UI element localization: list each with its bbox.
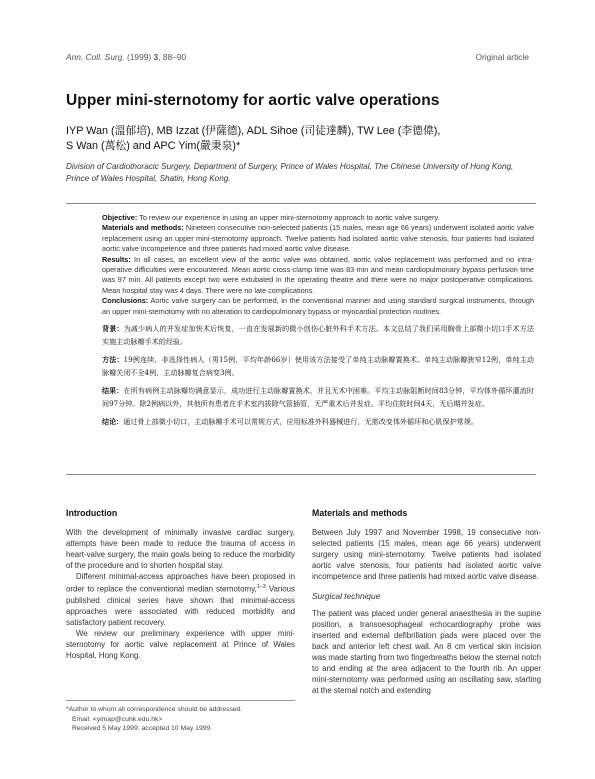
abstract-box <box>66 203 536 475</box>
cn-results-text: 在所有病例主动脉瓣均满意显示，成功进行主动脉瓣置换术，并且无术中困难。平均主动脉阻断时间83分钟，平均体外循环灌流时间97分钟。除2例病以外，其他所有患者在手术室内拔除气管插管，无严重术后并发症。平均住院时间4天，无后期并发症。 <box>102 386 534 408</box>
cn-conclusion <box>102 416 534 429</box>
citation-pages: , 88–90 <box>158 52 187 62</box>
abstract-methods-label: Materials and methods: <box>102 223 184 233</box>
abstract-conclusions-text: Aortic valve surgery can be performed, in the conventional manner and using standard surgical instruments, through an upper mini-sternotomy with no alteration to cardiopulmonary bypass or myocardial protection routines. <box>102 296 534 316</box>
citation-volume: 3 <box>153 52 159 62</box>
introduction-paragraph-1: With the development of minimally invasive cardiac surgery, attempts have been made to reduce the trauma of access in heart-valve surgery, the main goals being to reduce the morbidity of the procedure and to shorten hospital stay. <box>66 528 295 570</box>
abstract-methods <box>102 223 534 254</box>
introduction-paragraph-3: We review our preliminary experience with upper mini-sternotomy for aortic valve replacement at Prince of Wales Hospital, Hong Kong. <box>66 628 295 660</box>
surgical-technique-paragraph: The patient was placed under general anaesthesia in the supine position, a transoesophageal echocardiography probe was inserted and external defibrillation pads were placed over the back and anterior left chest wall. An 8 cm vertical skin incision was made starting from two fingerbreaths below the sternal notch to and ending at the area adjacent to the fourth rib. An upper mini-sternotomy was performed using an oscillating saw, starting at the sternal notch and extending <box>312 609 541 695</box>
footnote-received: Received 5 May 1999; accepted 10 May 1999. <box>72 725 213 732</box>
abstract-results-text: In all cases, an excellent view of the aortic valve was obtained, aortic valve replacement was performed and no intra-operative difficulties were encountered. Mean aortic cross-clamp time was 83 min and mean cardiopulmonary bypass perfusion time was 97 min. All patients except two were extubated in the operating theatre and there were no major postoperative complications. Mean hospital stay was 4 days. There were no late complications. <box>102 254 534 295</box>
running-head <box>66 52 529 62</box>
introduction-p2-text-b: Various published clinical series have shown that minimal-access approaches were associated with reduced morbidity and satisfactory patient recovery. <box>66 584 295 627</box>
affiliation: Division of Cardiothoracic Surgery, Department of Surgery, Prince of Wales Hospital, The Chinese University of Hong Kong, Prince of Wales Hospital, Shatin, Hong Kong. <box>66 162 514 183</box>
cn-background-text: 为减少病人的并发症加快术后恢复，一直在发展新的微小创伤心脏外科手术方法。本文总结了我们采用胸骨上部微小切口手术方法实施主动脉瓣手术的经验。 <box>102 324 534 346</box>
cn-methods-label: 方法： <box>102 355 124 365</box>
abstract-conclusions-label: Conclusions: <box>102 296 149 306</box>
citation-year: (1999) <box>124 52 154 62</box>
cn-results-label: 结果： <box>102 386 124 396</box>
cn-methods-text: 19例连续、非选择性病人（男15例，平均年龄66岁）使用该方法接受了单纯主动脉瓣置换术。单纯主动脉瓣狭窄12例，单纯主动脉瓣关闭不全4例，主动脉瓣复合病变3例。 <box>102 355 534 377</box>
materials-methods-heading: Materials and methods <box>312 508 408 518</box>
article-type: Original article <box>475 52 529 62</box>
author-list <box>66 124 536 154</box>
introduction-section <box>66 508 295 661</box>
abstract-objective <box>102 213 534 223</box>
cn-background-label: 背景： <box>102 324 124 334</box>
abstract-conclusions <box>102 296 534 317</box>
journal-citation <box>66 52 186 62</box>
author-line-1: IYP Wan (溫郁培), MB Izzat (伊薩德), ADL Sihoe (司徒達麟), TW Lee (李德偉), <box>66 125 441 137</box>
introduction-paragraph-2 <box>66 571 295 628</box>
author-line-2: S Wan (萬松) and APC Yim(嚴秉泉)* <box>66 140 241 152</box>
abstract-objective-label: Objective: <box>102 213 138 222</box>
footnote-email: Email: <yimap@cuhk.edu.hk> <box>72 715 163 723</box>
introduction-heading: Introduction <box>66 508 118 518</box>
cn-conclusion-text: 通过骨上部微小切口，主动脉瓣手术可以常规方式，应用标准外科器械进行，无需改变体外循环和心肌保护常规。 <box>123 417 478 427</box>
journal-name: Ann. Coll. Surg. <box>66 52 125 62</box>
abstract-results-label: Results: <box>102 254 131 264</box>
introduction-p2-text-a: Different minimal-access approaches have been proposed in order to replace the conventional median sternotomy, <box>66 572 295 594</box>
cn-results <box>102 385 534 410</box>
surgical-technique-subheading: Surgical technique <box>312 591 381 601</box>
materials-methods-section <box>312 508 541 696</box>
abstract-results <box>102 255 534 297</box>
abstract-objective-text: To review our experience in using an upper mini-sternotomy approach to aortic valve surgery. <box>137 213 440 222</box>
footnote-corresponding: *Author to whom all correspondence should be addressed. <box>66 706 243 713</box>
abstract-text <box>102 213 534 429</box>
cn-conclusion-label: 结论： <box>102 417 124 427</box>
footnote <box>66 700 295 734</box>
reference-superscript: 1–3 <box>256 584 266 590</box>
article-title: Upper mini-sternotomy for aortic valve operations <box>66 92 440 109</box>
cn-methods <box>102 354 534 379</box>
abstract-methods-text: Nineteen consecutive non-selected patients (15 males, mean age 66 years) underwent isolated aortic valve replacement using an upper mini-sternotomy approach. Twelve patients had isolated aortic valve stenosis, four patients had isolated aortic valve incompetence and three patients had mixed aortic valve disease. <box>102 223 534 254</box>
cn-background <box>102 323 534 348</box>
materials-methods-paragraph-1: Between July 1997 and November 1998, 19 consecutive non-selected patients (15 males, mean age 66 years) underwent surgery using mini-sternotomy. Twelve patients had isolated aortic valve stenosis, four patients had isolated aortic valve incompetence and three patients had mixed aortic valve disease. <box>312 528 541 581</box>
